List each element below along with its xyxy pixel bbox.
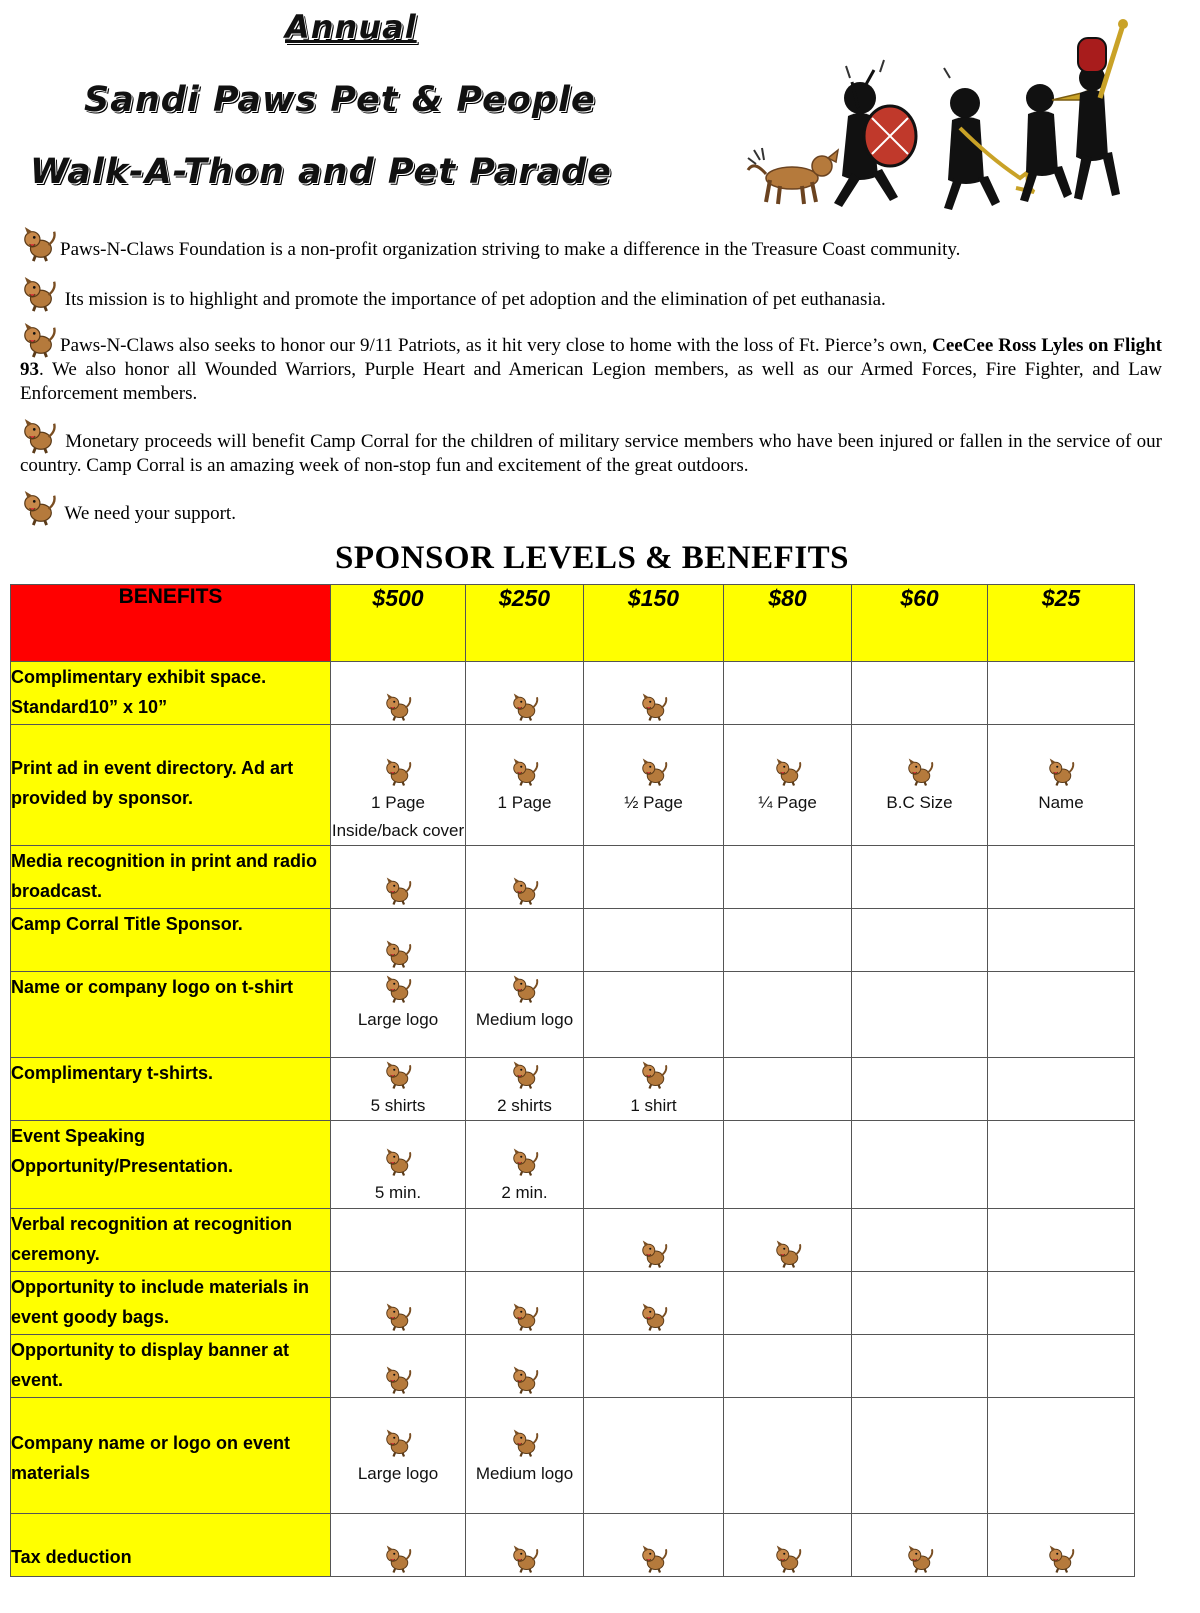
benefit-note: Large logo: [357, 1010, 439, 1029]
table-row: [11, 1272, 1135, 1335]
intro-paragraph-foundation: [20, 226, 1162, 262]
cartoon-dog-icon: [639, 1542, 669, 1576]
intro-paragraph-proceeds: [20, 418, 1162, 478]
benefit-cell: [852, 846, 988, 909]
benefit-note: Medium logo: [475, 1010, 574, 1029]
cartoon-dog-icon: [20, 322, 58, 358]
benefit-cell: [466, 909, 584, 972]
benefit-cell: [852, 1514, 988, 1577]
cartoon-dog-icon: [905, 1542, 935, 1576]
table-row: [11, 1514, 1135, 1577]
benefit-note: Large logo: [357, 1464, 439, 1483]
benefit-cell: [466, 725, 584, 846]
cartoon-dog-icon: [639, 1300, 669, 1334]
benefit-note: 1 Page Inside/back cover: [331, 793, 465, 840]
table-row: [11, 662, 1135, 725]
benefit-cell: [331, 972, 466, 1058]
benefit-cell: [724, 725, 852, 846]
cartoon-dog-icon: [383, 972, 413, 1006]
table-row: [11, 1398, 1135, 1514]
benefit-cell: [852, 909, 988, 972]
benefit-cell: [988, 662, 1135, 725]
benefit-cell: [331, 1272, 466, 1335]
benefit-cell: [988, 1514, 1135, 1577]
benefit-cell: [331, 1121, 466, 1209]
table-row: [11, 725, 1135, 846]
intro-text-3b: . We also honor all Wounded Warriors, Purple Heart and American Legion members, as well as our Armed Forces, Fire Fighter, and Law Enforcement members.: [20, 359, 1162, 404]
benefit-cell: [724, 662, 852, 725]
cartoon-dog-icon: [639, 690, 669, 724]
benefit-name: Name or company logo on t-shirt: [11, 972, 331, 1058]
benefit-cell: [466, 662, 584, 725]
intro-text-4: Monetary proceeds will benefit Camp Corral for the children of military service members who have been injured or fallen in the service of our country. Camp Corral is an amazing week of non-stop fun and excitement of the great outdoors.: [20, 431, 1162, 476]
header-level-80: $80: [724, 585, 852, 662]
header-level-25: $25: [988, 585, 1135, 662]
benefit-name: Print ad in event directory. Ad art provided by sponsor.: [11, 725, 331, 846]
benefit-cell: [724, 846, 852, 909]
intro-text-3-bold: CeeCee Ross Lyles on Flight 93: [20, 335, 1162, 380]
title-event-subtitle: Walk-A-Thon and Pet Parade: [30, 152, 612, 192]
benefit-cell: [466, 1335, 584, 1398]
benefit-name: Event Speaking Opportunity/Presentation.: [11, 1121, 331, 1209]
table-row: [11, 909, 1135, 972]
benefit-cell: [331, 662, 466, 725]
benefit-cell: [724, 1272, 852, 1335]
benefit-cell: [331, 725, 466, 846]
benefit-name: Verbal recognition at recognition ceremony.: [11, 1209, 331, 1272]
header-level-250: $250: [466, 585, 584, 662]
cartoon-dog-icon: [639, 1237, 669, 1271]
intro-paragraph-support: [20, 490, 1162, 526]
cartoon-dog-icon: [383, 1058, 413, 1092]
intro-text-3a: Paws-N-Claws also seeks to honor our 9/11 Patriots, as it hit very close to home with the loss of Ft. Pierce’s own,: [60, 335, 933, 356]
benefit-cell: [724, 1335, 852, 1398]
intro-paragraph-mission: [20, 276, 1162, 312]
benefit-cell: [584, 909, 724, 972]
cartoon-dog-icon: [510, 1300, 540, 1334]
cartoon-dog-icon: [1046, 1542, 1076, 1576]
cartoon-dog-icon: [20, 276, 58, 312]
benefit-cell: [852, 725, 988, 846]
benefit-cell: [466, 1209, 584, 1272]
benefit-note: ½ Page: [624, 793, 683, 812]
benefit-cell: [724, 1209, 852, 1272]
cartoon-dog-icon: [383, 1300, 413, 1334]
benefit-cell: [584, 1121, 724, 1209]
intro-text-2: Its mission is to highlight and promote the importance of pet adoption and the elimination of pet euthanasia.: [64, 289, 886, 310]
benefit-note: ¼ Page: [758, 793, 817, 812]
benefit-name: Tax deduction: [11, 1514, 331, 1577]
benefit-cell: [584, 972, 724, 1058]
cartoon-dog-icon: [20, 418, 58, 454]
benefit-note: B.C Size: [886, 793, 953, 812]
sponsor-benefits-table: [10, 584, 1135, 1577]
benefit-cell: [988, 909, 1135, 972]
marching-band-illustration: [740, 8, 1140, 218]
benefit-cell: [852, 1209, 988, 1272]
cartoon-dog-icon: [510, 755, 540, 789]
cartoon-dog-icon: [773, 1237, 803, 1271]
benefit-cell: [584, 1514, 724, 1577]
benefit-cell: [466, 846, 584, 909]
benefit-cell: [988, 1058, 1135, 1121]
cartoon-dog-icon: [383, 874, 413, 908]
benefit-cell: [584, 1335, 724, 1398]
benefit-cell: [988, 846, 1135, 909]
benefit-cell: [466, 1058, 584, 1121]
table-row: [11, 1058, 1135, 1121]
benefit-note: 5 min.: [374, 1183, 422, 1202]
title-annual: Annual: [285, 8, 417, 46]
benefit-cell: [331, 846, 466, 909]
benefit-cell: [988, 972, 1135, 1058]
benefit-cell: [988, 725, 1135, 846]
cartoon-dog-icon: [510, 690, 540, 724]
benefit-note: 1 shirt: [630, 1096, 677, 1115]
benefit-name: Opportunity to display banner at event.: [11, 1335, 331, 1398]
title-event-name: Sandi Paws Pet & People: [84, 80, 596, 120]
cartoon-dog-icon: [383, 1363, 413, 1397]
cartoon-dog-icon: [510, 1058, 540, 1092]
benefit-name: Opportunity to include materials in event goody bags.: [11, 1272, 331, 1335]
cartoon-dog-icon: [383, 755, 413, 789]
cartoon-dog-icon: [639, 755, 669, 789]
benefit-cell: [988, 1209, 1135, 1272]
cartoon-dog-icon: [20, 490, 58, 526]
benefit-cell: [724, 1514, 852, 1577]
cartoon-dog-icon: [510, 1542, 540, 1576]
benefit-cell: [988, 1335, 1135, 1398]
benefit-cell: [724, 972, 852, 1058]
benefit-cell: [724, 1121, 852, 1209]
benefit-note: Name: [1038, 793, 1084, 812]
header-level-500: $500: [331, 585, 466, 662]
benefit-cell: [466, 1121, 584, 1209]
benefit-cell: [466, 1398, 584, 1514]
benefit-cell: [724, 1058, 852, 1121]
benefit-cell: [584, 1398, 724, 1514]
table-row: [11, 846, 1135, 909]
table-body: [11, 662, 1135, 1577]
benefit-cell: [852, 662, 988, 725]
benefit-cell: [331, 1058, 466, 1121]
cartoon-dog-icon: [383, 1426, 413, 1460]
benefit-cell: [466, 1272, 584, 1335]
cartoon-dog-icon: [383, 1542, 413, 1576]
benefit-cell: [584, 662, 724, 725]
benefit-cell: [852, 1272, 988, 1335]
benefit-cell: [331, 1514, 466, 1577]
table-row: [11, 1121, 1135, 1209]
benefit-cell: [584, 1272, 724, 1335]
benefit-cell: [988, 1272, 1135, 1335]
cartoon-dog-icon: [1046, 755, 1076, 789]
cartoon-dog-icon: [510, 972, 540, 1006]
table-row: [11, 972, 1135, 1058]
benefit-name: Complimentary t-shirts.: [11, 1058, 331, 1121]
benefit-cell: [331, 1335, 466, 1398]
cartoon-dog-icon: [905, 755, 935, 789]
cartoon-dog-icon: [510, 1363, 540, 1397]
benefit-cell: [331, 909, 466, 972]
cartoon-dog-icon: [773, 755, 803, 789]
benefit-cell: [584, 1209, 724, 1272]
benefit-cell: [331, 1209, 466, 1272]
cartoon-dog-icon: [20, 226, 58, 262]
cartoon-dog-icon: [510, 1145, 540, 1179]
table-header-row: [11, 585, 1135, 662]
header-benefits: BENEFITS: [11, 585, 331, 662]
benefit-cell: [466, 972, 584, 1058]
sponsor-levels-heading: SPONSOR LEVELS & BENEFITS: [334, 540, 850, 576]
benefit-cell: [852, 1121, 988, 1209]
benefit-cell: [724, 1398, 852, 1514]
benefit-note: Medium logo: [475, 1464, 574, 1483]
benefit-cell: [852, 1058, 988, 1121]
benefit-note: 1 Page: [497, 793, 552, 812]
benefit-cell: [584, 846, 724, 909]
cartoon-dog-icon: [510, 874, 540, 908]
benefit-cell: [331, 1398, 466, 1514]
benefit-cell: [988, 1121, 1135, 1209]
intro-paragraph-honor: [20, 322, 1162, 406]
cartoon-dog-icon: [773, 1542, 803, 1576]
header-level-60: $60: [852, 585, 988, 662]
benefit-cell: [584, 1058, 724, 1121]
cartoon-dog-icon: [383, 690, 413, 724]
benefit-cell: [584, 725, 724, 846]
header-level-150: $150: [584, 585, 724, 662]
benefit-cell: [988, 1398, 1135, 1514]
benefit-cell: [724, 909, 852, 972]
intro-text-1: Paws-N-Claws Foundation is a non-profit organization striving to make a difference in the Treasure Coast community.: [60, 239, 961, 260]
benefit-name: Camp Corral Title Sponsor.: [11, 909, 331, 972]
benefit-cell: [466, 1514, 584, 1577]
intro-text-5: We need your support.: [64, 503, 236, 524]
table-row: [11, 1209, 1135, 1272]
benefit-note: 5 shirts: [370, 1096, 426, 1115]
benefit-note: 2 min.: [501, 1183, 548, 1202]
cartoon-dog-icon: [383, 1145, 413, 1179]
benefit-cell: [852, 972, 988, 1058]
benefit-name: Media recognition in print and radio broadcast.: [11, 846, 331, 909]
cartoon-dog-icon: [510, 1426, 540, 1460]
cartoon-dog-icon: [383, 937, 413, 971]
benefit-cell: [852, 1398, 988, 1514]
benefit-cell: [852, 1335, 988, 1398]
benefit-note: 2 shirts: [497, 1096, 552, 1115]
benefit-name: Complimentary exhibit space. Standard10” x 10”: [11, 662, 331, 725]
table-row: [11, 1335, 1135, 1398]
benefit-name: Company name or logo on event materials: [11, 1398, 331, 1514]
cartoon-dog-icon: [639, 1058, 669, 1092]
